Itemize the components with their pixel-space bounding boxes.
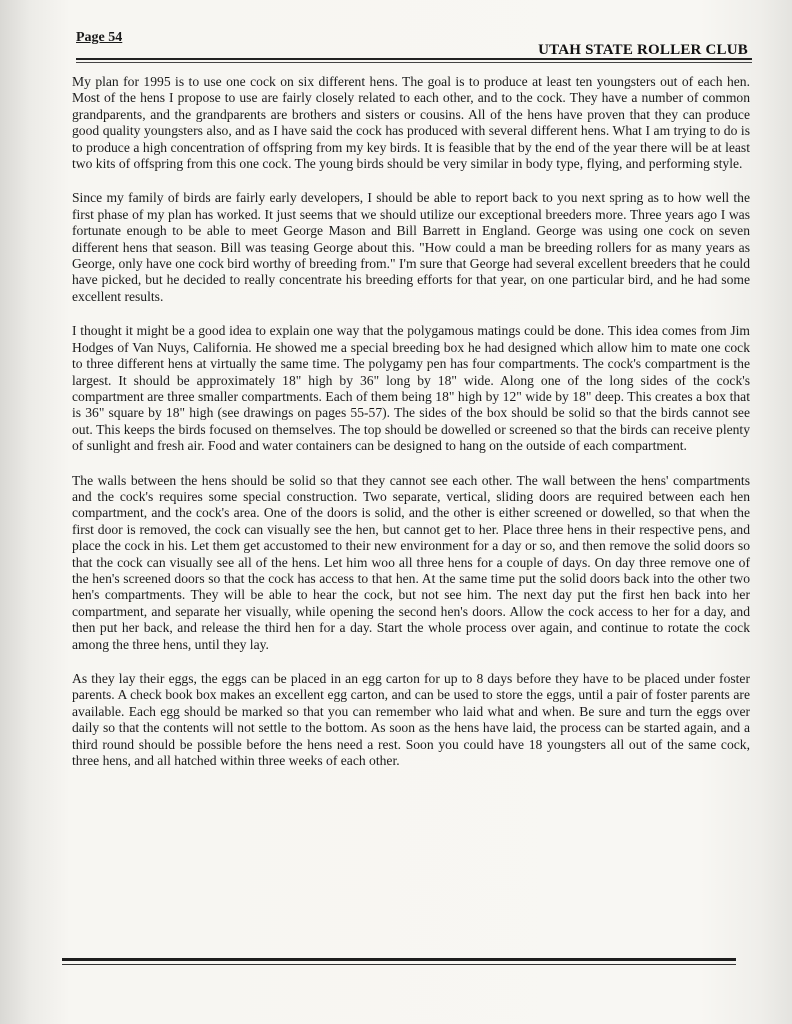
page-number: Page 54 <box>76 30 123 45</box>
footer-rule-thick <box>62 958 736 961</box>
paragraph-4: The walls between the hens should be solid so that they cannot see each other. The wall between the hens' compartments and the cock's requires some special construction. Two separate, vertical, sliding doors are required between each hen compartment, and the cock's area. One of the doors is solid, and the other is either screened or dowelled, so that when the first door is removed, the cock can visually see the hen, but cannot get to her. Place three hens in their respective pens, and place the cock in his. Let them get accustomed to their new environment for a day or so, and then remove the solid doors so that the cock can visually see all of the hens. Let him woo all three hens for a couple of days. On day three remove one of the hen's screened doors so that the cock has access to that hen. At the same time put the solid doors back into the other two hen's compartments. They will be able to hear the cock, but not see him. The next day put the first hen back into her compartment, and separate her visually, while opening the second hen's doors. Allow the cock access to her for a day, and then put her back, and release the third hen for a day. Start the whole process over again, and continue to rotate the cock among the three hens, until they lay. <box>72 472 750 652</box>
header-rule-thin <box>76 62 752 63</box>
paragraph-3: I thought it might be a good idea to explain one way that the polygamous matings could be done. This idea comes from Jim Hodges of Van Nuys, California. He showed me a special breeding box he had designed which allow him to mate one cock to three different hens at virtually the same time. The polygamy pen has four compartments. The cock's compartment is the largest. It should be approximately 18" high by 36" long by 18" wide. Along one of the long sides of the cock's compartment are three smaller compartments. Each of them being 18" high by 12" wide by 18" deep. This creates a box that is 36" square by 18" high (see drawings on pages 55-57). The sides of the box should be solid so that the birds cannot see out. This keeps the birds focused on themselves. The top should be dowelled or screened so that the birds can receive plenty of sunlight and fresh air. Food and water containers can be designed to hang on the outside of each compartment. <box>72 323 750 454</box>
publication-title: UTAH STATE ROLLER CLUB <box>538 42 748 58</box>
paragraph-1: My plan for 1995 is to use one cock on six different hens. The goal is to produce at least ten youngsters out of each hen. Most of the hens I propose to use are fairly closely related to each other, and to the cock. They have a number of common grandparents, and the grandparents are brothers and sisters or cousins. All of the hens have proven that they can produce good quality youngsters also, and as I have said the cock has produced with several different hens. What I am trying to do is to produce a high concentration of offspring from my key birds. It is feasible that by the end of the year there will be at least two kits of offspring from this one cock. The young birds should be very similar in body type, flying, and performing style. <box>72 74 750 172</box>
header-rule-thick <box>76 58 752 60</box>
footer-rule-thin <box>62 964 736 965</box>
article-body <box>72 74 750 787</box>
paragraph-2: Since my family of birds are fairly early developers, I should be able to report back to you next spring as to how well the first phase of my plan has worked. It just seems that we should utilize our exceptional breeders more. Three years ago I was fortunate enough to be able to meet George Mason and Bill Barrett in England. George was using one cock on seven different hens that season. Bill was teasing George about this. "How could a man be breeding rollers for as many years as George, only have one cock bird worthy of breeding from." I'm sure that George had several excellent breeders that he could have picked, but he decided to really concentrate his breeding efforts for that year, on one particular bird, and he had some excellent results. <box>72 190 750 304</box>
paragraph-5: As they lay their eggs, the eggs can be placed in an egg carton for up to 8 days before they have to be placed under foster parents. A check book box makes an excellent egg carton, and can be used to store the eggs, until a pair of foster parents are available. Each egg should be marked so that you can remember who laid what and when. Be sure and turn the eggs over daily so that the contents will not settle to the bottom. As soon as the hens have laid, the process can be started again, and a third round should be possible before the hens need a rest. Soon you could have 18 youngsters all out of the same cock, three hens, and all hatched within three weeks of each other. <box>72 671 750 769</box>
page-header <box>76 28 750 58</box>
